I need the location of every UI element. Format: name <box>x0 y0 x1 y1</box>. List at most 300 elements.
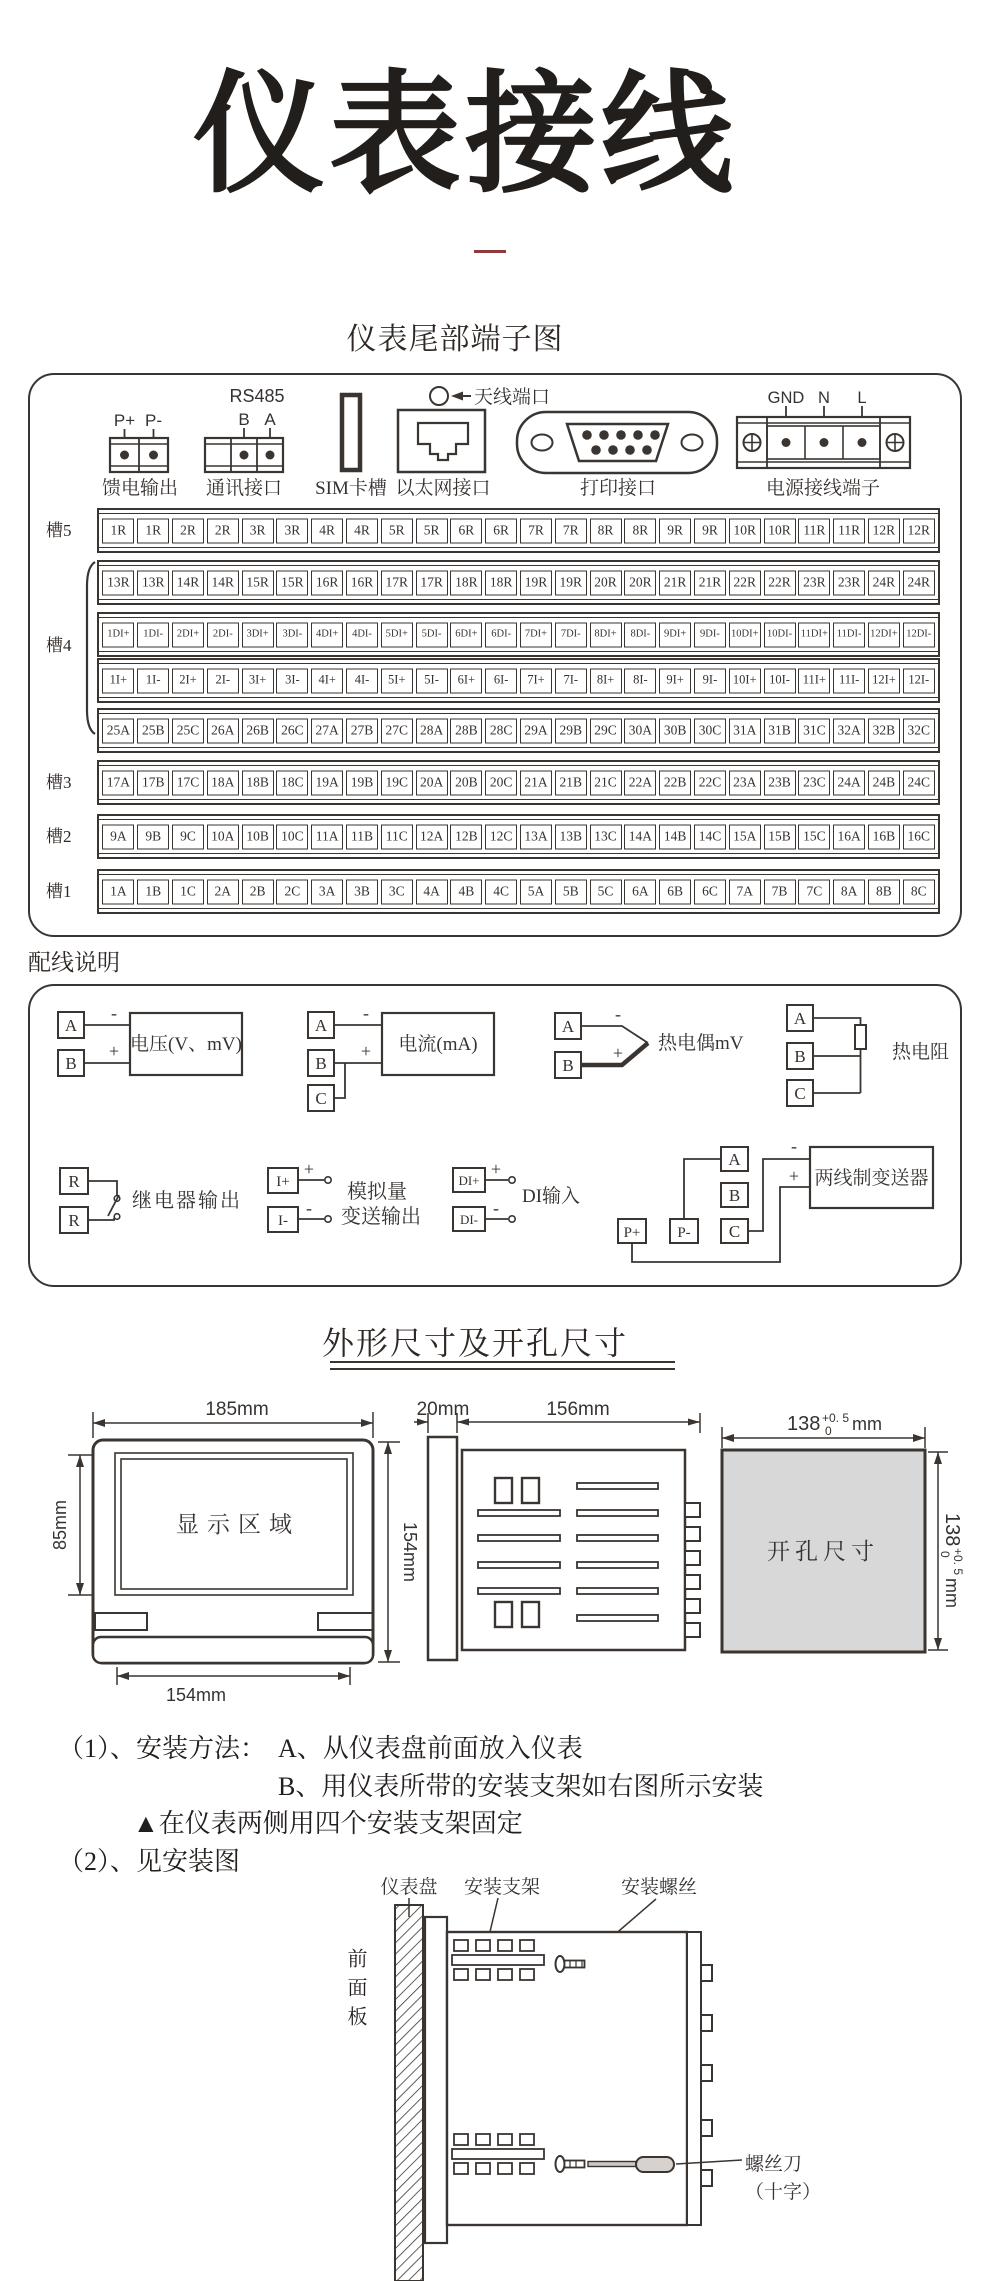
printer-port <box>517 412 717 499</box>
terminal-c: C <box>728 1222 741 1241</box>
terminal-diagram-heading: 仪表尾部端子图 <box>346 323 564 356</box>
terminal-cell: 4B <box>450 879 482 904</box>
terminal-cell: 13C <box>590 824 622 849</box>
terminal-cell: 17R <box>381 570 413 595</box>
connectors-drawing <box>30 382 960 504</box>
rtd-label: 热电阻 <box>892 1042 950 1063</box>
terminal-cell: 12R <box>868 518 900 543</box>
terminal-cell: 15R <box>242 570 274 595</box>
terminal-cell: 13B <box>555 824 587 849</box>
terminal-cell: 10R <box>729 518 761 543</box>
terminal-cell: 12C <box>485 824 517 849</box>
dim-cutout-right <box>938 1513 965 1608</box>
comm-connector <box>205 386 285 499</box>
terminal-cell: 17B <box>137 770 169 795</box>
terminal-cell: 19R <box>555 570 587 595</box>
terminal-b: B <box>728 1186 741 1205</box>
terminal-cell: 2R <box>207 518 239 543</box>
dim-cutout-tol-dn: 0 <box>825 1424 832 1438</box>
svg-text:0: 0 <box>938 1551 952 1558</box>
terminal-cell: 17A <box>102 770 134 795</box>
wiring-section-label: 配线说明 <box>28 950 120 975</box>
terminal-cell: 18R <box>450 570 482 595</box>
terminal-i-plus: I+ <box>276 1174 290 1190</box>
terminal-cell: 25A <box>102 718 134 743</box>
terminal-cell: 5C <box>590 879 622 904</box>
voltage-label: 电压(V、mV) <box>130 1034 242 1055</box>
current-label: 电流(mA) <box>398 1034 478 1055</box>
terminal-cell: 11DI+ <box>798 622 830 647</box>
terminal-cell: 10C <box>276 824 308 849</box>
terminal-cell: 4DI- <box>346 622 378 647</box>
connector-label: SIM卡槽 <box>315 478 387 499</box>
terminal-cell: 10R <box>764 518 796 543</box>
terminal-cell: 12DI+ <box>868 622 900 647</box>
terminal-cell: 1B <box>137 879 169 904</box>
terminal-cell: 8C <box>903 879 935 904</box>
install-step-1a: A、从仪表盘前面放入仪表 <box>278 1734 583 1763</box>
wiring-drawing <box>30 986 960 1282</box>
terminal-cell: 28B <box>450 718 482 743</box>
screw-icon <box>744 434 761 451</box>
connector-label: 通讯接口 <box>205 478 283 499</box>
terminal-cell: 14A <box>624 824 656 849</box>
terminal-cell: 5R <box>416 518 448 543</box>
terminal-c: C <box>315 1089 327 1108</box>
terminal-cell: 17C <box>172 770 204 795</box>
transmitter-wiring <box>618 1136 933 1262</box>
terminal-cell: 2R <box>172 518 204 543</box>
terminal-cell: 3DI- <box>276 622 308 647</box>
dim-width-bottom: 154mm <box>165 1685 227 1705</box>
mounting-bracket-top <box>452 1940 544 1980</box>
terminal-cell: 24R <box>868 570 900 595</box>
dim-width: 185mm <box>205 1399 269 1420</box>
terminal-cell: 5R <box>381 518 413 543</box>
terminal-cell: 12DI- <box>903 622 935 647</box>
terminal-cell: 14R <box>207 570 239 595</box>
terminal-cell: 5I+ <box>381 668 413 693</box>
terminal-cell: 12R <box>903 518 935 543</box>
terminal-strip <box>97 869 940 914</box>
terminal-cell: 12I+ <box>868 668 900 693</box>
terminal-cell: 23R <box>833 570 865 595</box>
connector-label: 以太网接口 <box>395 478 491 499</box>
terminal-cell: 20C <box>485 770 517 795</box>
terminal-cell: 7DI- <box>555 622 587 647</box>
plus-sign: + <box>360 1041 372 1061</box>
thermocouple-wiring <box>555 1004 744 1078</box>
terminal-cell: 7I- <box>555 668 587 693</box>
terminal-cell: 22R <box>764 570 796 595</box>
terminal-cell: 28A <box>416 718 448 743</box>
terminal-strip <box>97 612 940 657</box>
terminal-cell: 15C <box>798 824 830 849</box>
terminal-cell: 18A <box>207 770 239 795</box>
terminal-cell: 13R <box>137 570 169 595</box>
front-view <box>50 1399 420 1705</box>
terminal-cell: 5B <box>555 879 587 904</box>
terminal-cell: 23A <box>729 770 761 795</box>
minus-sign: - <box>363 1003 369 1023</box>
cutout-view <box>722 1411 965 1652</box>
voltage-wiring <box>58 1003 242 1076</box>
terminal-cell: 8R <box>590 518 622 543</box>
di-label: DI输入 <box>522 1186 581 1207</box>
display-area-label: 显示区域 <box>176 1512 300 1537</box>
terminal-cell: 9I- <box>694 668 726 693</box>
terminal-cell: 6DI- <box>485 622 517 647</box>
dim-depth-bezel: 20mm <box>416 1399 470 1420</box>
terminal-cell: 21B <box>555 770 587 795</box>
install-step-2: （2）、见安装图 <box>58 1847 241 1876</box>
terminal-cell: 10I+ <box>729 668 761 693</box>
terminal-cell: 1R <box>102 518 134 543</box>
terminal-cell: 24C <box>903 770 935 795</box>
terminal-b: B <box>794 1047 806 1066</box>
install-step-1: （1）、安装方法： <box>58 1734 267 1763</box>
terminal-cell: 21R <box>659 570 691 595</box>
dim-height-right: 154mm <box>400 1521 420 1583</box>
terminal-strip <box>97 560 940 605</box>
svg-text:mm: mm <box>942 1578 962 1608</box>
terminal-cell: 3DI+ <box>242 622 274 647</box>
terminal-cell: 2DI+ <box>172 622 204 647</box>
terminal-cell: 32C <box>903 718 935 743</box>
antenna-port <box>430 386 550 408</box>
terminal-cell: 7I+ <box>520 668 552 693</box>
terminal-cell: 3C <box>381 879 413 904</box>
terminal-cell: 8R <box>624 518 656 543</box>
terminal-cell: 2A <box>207 879 239 904</box>
terminal-cell: 23C <box>798 770 830 795</box>
pin-label: N <box>818 389 830 407</box>
minus-sign: - <box>493 1198 499 1218</box>
slot2-label: 槽2 <box>46 827 72 846</box>
terminal-cell: 1I+ <box>102 668 134 693</box>
terminal-cell: 29C <box>590 718 622 743</box>
pin-label: P- <box>145 411 162 430</box>
pin-label: L <box>857 389 867 407</box>
plus-sign: + <box>490 1159 502 1179</box>
terminal-cell: 11I- <box>833 668 865 693</box>
terminal-cell: 7R <box>555 518 587 543</box>
connector-label: 电源接线端子 <box>765 478 881 499</box>
terminal-di-minus: DI- <box>459 1212 479 1227</box>
terminal-cell: 24A <box>833 770 865 795</box>
terminal-cell: 2I+ <box>172 668 204 693</box>
terminal-cell: 10A <box>207 824 239 849</box>
install-note: ▲在仪表两侧用四个安装支架固定 <box>133 1809 523 1838</box>
terminal-cell: 4A <box>416 879 448 904</box>
terminal-cell: 10DI+ <box>729 622 761 647</box>
terminal-strip <box>97 814 940 859</box>
terminal-cell: 32A <box>833 718 865 743</box>
panel-label: 仪表盘 <box>380 1877 438 1898</box>
terminal-cell: 4DI+ <box>311 622 343 647</box>
terminal-cell: 29A <box>520 718 552 743</box>
terminal-cell: 19C <box>381 770 413 795</box>
terminal-cell: 9R <box>659 518 691 543</box>
terminal-cell: 6R <box>450 518 482 543</box>
terminal-cell: 21A <box>520 770 552 795</box>
terminal-strip <box>97 658 940 703</box>
terminal-cell: 7R <box>520 518 552 543</box>
terminal-cell: 26C <box>276 718 308 743</box>
terminal-cell: 22R <box>729 570 761 595</box>
relay-label: 继电器输出 <box>132 1190 242 1212</box>
terminal-cell: 6DI+ <box>450 622 482 647</box>
rear-clips <box>687 1932 712 2225</box>
terminal-p-minus: P- <box>677 1225 691 1241</box>
terminal-cell: 31B <box>764 718 796 743</box>
dim-cutout-unit: mm <box>852 1414 882 1434</box>
slot4-bracket <box>84 560 98 736</box>
terminal-cell: 6A <box>624 879 656 904</box>
dimensions-drawing <box>30 1375 965 1705</box>
terminal-cell: 5DI- <box>416 622 448 647</box>
terminal-cell: 19B <box>346 770 378 795</box>
terminal-strip <box>97 508 940 553</box>
terminal-cell: 11B <box>346 824 378 849</box>
rtd-wiring <box>787 1005 949 1106</box>
terminal-cell: 12A <box>416 824 448 849</box>
terminal-cell: 2B <box>242 879 274 904</box>
dim-cutout-num: 138 <box>787 1413 821 1435</box>
terminal-cell: 1DI+ <box>102 622 134 647</box>
terminal-cell: 7A <box>729 879 761 904</box>
terminal-cell: 2C <box>276 879 308 904</box>
terminal-a: A <box>728 1150 741 1169</box>
terminal-di-plus: DI+ <box>458 1173 480 1188</box>
terminal-cell: 6R <box>485 518 517 543</box>
terminal-cell: 20B <box>450 770 482 795</box>
terminal-cell: 8A <box>833 879 865 904</box>
pin-label: A <box>264 410 276 429</box>
terminal-cell: 4I- <box>346 668 378 693</box>
power-terminal <box>737 389 910 499</box>
terminal-cell: 14B <box>659 824 691 849</box>
di-wiring <box>453 1159 580 1231</box>
terminal-cell: 29B <box>555 718 587 743</box>
dimensions-heading: 外形尺寸及开孔尺寸 <box>321 1325 628 1361</box>
terminal-cell: 12B <box>450 824 482 849</box>
terminal-cell: 26B <box>242 718 274 743</box>
rs485-label: RS485 <box>229 386 285 406</box>
terminal-cell: 1DI- <box>137 622 169 647</box>
terminal-cell: 7DI+ <box>520 622 552 647</box>
terminal-cell: 18R <box>485 570 517 595</box>
instrument-bezel <box>425 1917 447 2243</box>
panel-bar <box>395 1905 423 2281</box>
terminal-cell: 2DI- <box>207 622 239 647</box>
relay-wiring <box>60 1168 242 1233</box>
terminal-cell: 9I+ <box>659 668 691 693</box>
terminal-cell: 9C <box>172 824 204 849</box>
side-view <box>414 1399 700 1660</box>
terminal-a: A <box>314 1016 328 1035</box>
terminal-cell: 4I+ <box>311 668 343 693</box>
dim-height-left: 85mm <box>50 1499 70 1551</box>
terminal-a: A <box>561 1017 575 1036</box>
plus-sign: + <box>303 1159 315 1179</box>
mounting-bracket-bottom <box>452 2134 544 2174</box>
svg-text:138: 138 <box>941 1513 963 1547</box>
terminal-b: B <box>315 1054 327 1073</box>
terminal-r1: R <box>68 1172 80 1191</box>
terminal-cell: 30A <box>624 718 656 743</box>
terminal-cell: 21R <box>694 570 726 595</box>
terminal-cell: 24R <box>903 570 935 595</box>
terminal-cell: 3R <box>242 518 274 543</box>
bracket-label: 安装支架 <box>463 1877 541 1898</box>
cutout-label: 开孔尺寸 <box>767 1539 879 1564</box>
installation-drawing <box>330 1872 870 2281</box>
terminal-cell: 9DI+ <box>659 622 691 647</box>
terminal-cell: 20R <box>590 570 622 595</box>
page-title: 仪表接线 <box>193 61 737 208</box>
terminal-cell: 15A <box>729 824 761 849</box>
terminal-cell: 27B <box>346 718 378 743</box>
terminal-cell: 10I- <box>764 668 796 693</box>
terminal-cell: 8DI+ <box>590 622 622 647</box>
terminal-cell: 21C <box>590 770 622 795</box>
analog-label-2: 变送输出 <box>341 1206 421 1228</box>
terminal-cell: 2I- <box>207 668 239 693</box>
feed-output-connector <box>102 411 178 499</box>
slot4-label: 槽4 <box>46 636 72 655</box>
terminal-cell: 1C <box>172 879 204 904</box>
terminal-cell: 27C <box>381 718 413 743</box>
terminal-cell: 17R <box>416 570 448 595</box>
slot1-label: 槽1 <box>46 882 72 901</box>
terminal-cell: 9R <box>694 518 726 543</box>
terminal-a: A <box>64 1016 78 1035</box>
terminal-cell: 5A <box>520 879 552 904</box>
terminal-c: C <box>794 1084 806 1103</box>
terminal-cell: 6I- <box>485 668 517 693</box>
mounting-clips <box>685 1503 700 1637</box>
terminal-cell: 31A <box>729 718 761 743</box>
terminal-cell: 11C <box>381 824 413 849</box>
terminal-cell: 9A <box>102 824 134 849</box>
connector-label: 打印接口 <box>579 478 657 499</box>
terminal-r2: R <box>68 1211 80 1230</box>
heading-underline <box>330 1361 675 1363</box>
terminal-strip <box>97 760 940 805</box>
terminal-cell: 11R <box>798 518 830 543</box>
terminal-cell: 28C <box>485 718 517 743</box>
slot3-label: 槽3 <box>46 773 72 792</box>
slot5-label: 槽5 <box>46 521 72 540</box>
terminal-cell: 25B <box>137 718 169 743</box>
pin-label: B <box>238 410 250 429</box>
terminal-cell: 13R <box>102 570 134 595</box>
terminal-b: B <box>65 1054 77 1073</box>
screwdriver-label-2: （十字） <box>745 2182 822 2203</box>
minus-sign: - <box>306 1198 312 1218</box>
current-wiring <box>308 1003 494 1111</box>
terminal-cell: 6I+ <box>450 668 482 693</box>
terminal-cell: 10DI- <box>764 622 796 647</box>
minus-sign: - <box>791 1136 797 1156</box>
terminal-cell: 16C <box>903 824 935 849</box>
terminal-cell: 25C <box>172 718 204 743</box>
connector-label: 馈电输出 <box>101 478 179 499</box>
terminal-strip <box>97 708 940 753</box>
analog-label-1: 模拟量 <box>347 1181 407 1203</box>
plus-sign: + <box>108 1041 120 1061</box>
terminal-cell: 7B <box>764 879 796 904</box>
terminal-cell: 6C <box>694 879 726 904</box>
sim-slot <box>315 395 387 499</box>
thermocouple-label: 热电偶mV <box>658 1033 744 1054</box>
screw-label: 安装螺丝 <box>620 1877 698 1898</box>
terminal-cell: 24B <box>868 770 900 795</box>
terminal-cell: 15R <box>276 570 308 595</box>
terminal-cell: 4C <box>485 879 517 904</box>
terminal-cell: 20R <box>624 570 656 595</box>
minus-sign: - <box>615 1004 621 1024</box>
dim-cutout-tol-up: +0. 5 <box>822 1411 850 1425</box>
terminal-b: B <box>562 1056 574 1075</box>
install-step-1b: B、用仪表所带的安装支架如右图所示安装 <box>278 1772 764 1801</box>
terminal-cell: 26A <box>207 718 239 743</box>
terminal-cell: 27A <box>311 718 343 743</box>
connector-label: 天线端口 <box>474 387 551 408</box>
terminal-cell: 18C <box>276 770 308 795</box>
plus-sign: + <box>788 1166 800 1186</box>
terminal-cell: 8I+ <box>590 668 622 693</box>
terminal-cell: 3A <box>311 879 343 904</box>
terminal-cell: 3I- <box>276 668 308 693</box>
terminal-cell: 9B <box>137 824 169 849</box>
terminal-p-plus: P+ <box>623 1225 641 1241</box>
dim-depth-body: 156mm <box>546 1399 610 1420</box>
minus-sign: - <box>111 1003 117 1023</box>
terminal-cell: 23B <box>764 770 796 795</box>
terminal-cell: 11DI- <box>833 622 865 647</box>
terminal-cell: 8DI- <box>624 622 656 647</box>
title-divider <box>474 250 506 253</box>
terminal-cell: 1R <box>137 518 169 543</box>
terminal-cell: 1A <box>102 879 134 904</box>
terminal-cell: 3B <box>346 879 378 904</box>
analog-output-wiring <box>268 1159 421 1232</box>
pin-label: GND <box>767 389 805 407</box>
terminal-cell: 18B <box>242 770 274 795</box>
terminal-cell: 22A <box>624 770 656 795</box>
terminal-cell: 11R <box>833 518 865 543</box>
plus-sign: + <box>612 1043 624 1063</box>
terminal-cell: 11A <box>311 824 343 849</box>
terminal-cell: 8I- <box>624 668 656 693</box>
terminal-cell: 20A <box>416 770 448 795</box>
screwdriver-label-1: 螺丝刀 <box>745 2154 803 2175</box>
terminal-cell: 3R <box>276 518 308 543</box>
terminal-a: A <box>793 1009 807 1028</box>
terminal-cell: 30C <box>694 718 726 743</box>
terminal-cell: 30B <box>659 718 691 743</box>
terminal-cell: 6B <box>659 879 691 904</box>
transmitter-label: 两线制变送器 <box>814 1168 929 1189</box>
terminal-cell: 12I- <box>903 668 935 693</box>
terminal-cell: 23R <box>798 570 830 595</box>
terminal-cell: 14R <box>172 570 204 595</box>
terminal-cell: 32B <box>868 718 900 743</box>
terminal-cell: 16A <box>833 824 865 849</box>
terminal-cell: 10B <box>242 824 274 849</box>
